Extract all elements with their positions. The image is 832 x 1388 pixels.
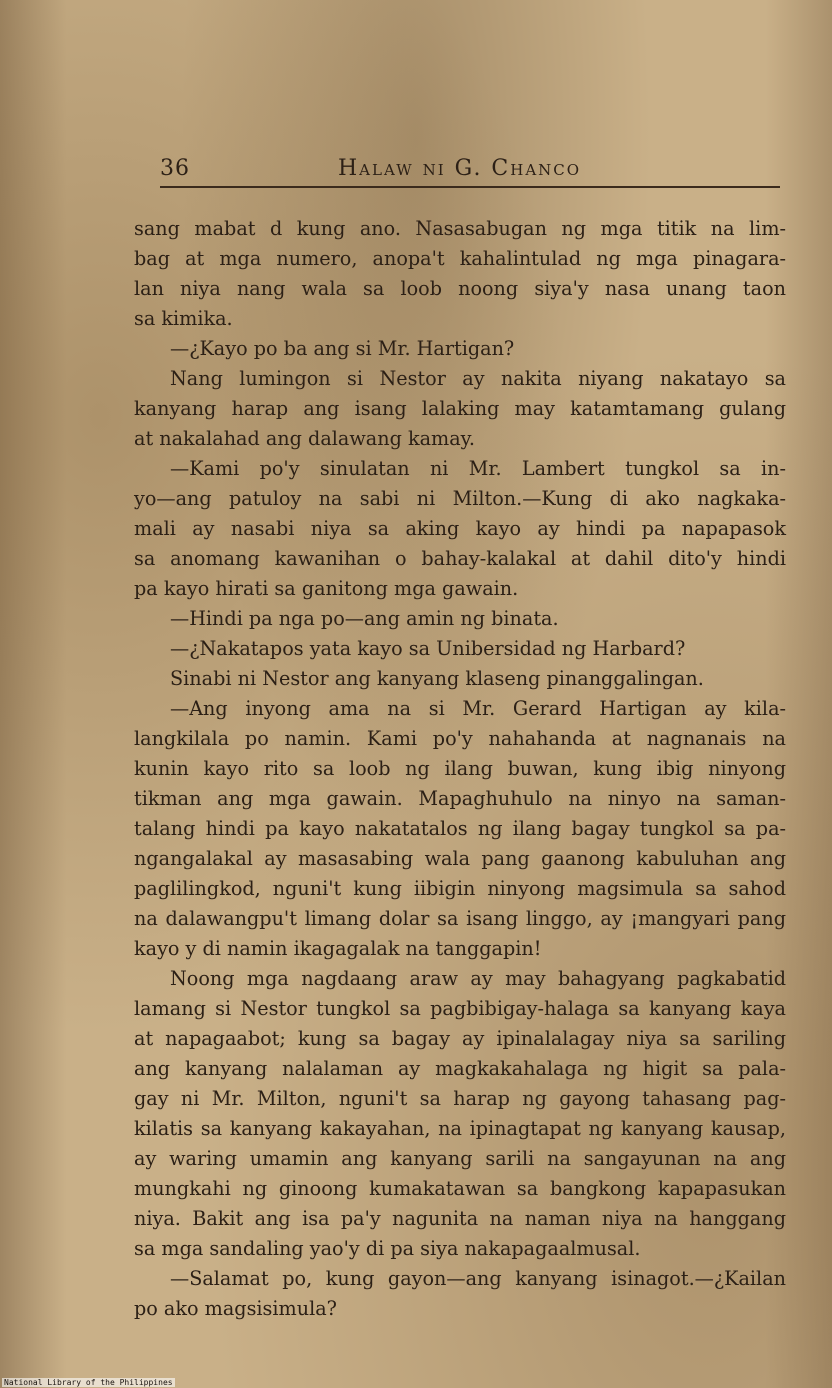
text-line: —Ang inyong ama na si Mr. Gerard Hartigan ay kila- xyxy=(170,697,786,720)
text-line: kayo y di namin ikagagalak na tanggapin! xyxy=(134,937,542,960)
text-line: —Salamat po, kung gayon—ang kanyang isinagot.—¿Kailan xyxy=(170,1267,786,1290)
text-line: lamang si Nestor tungkol sa pagbibigay-halaga sa kanyang kaya xyxy=(134,997,786,1020)
text-line: —Hindi pa nga po—ang amin ng binata. xyxy=(170,607,559,630)
text-line: paglilingkod, nguni't kung iibigin ninyong magsimula sa sahod xyxy=(134,877,786,900)
text-line: na dalawangpu't limang dolar sa isang linggo, ay ¡mangyari pang xyxy=(134,907,786,930)
header-rule xyxy=(160,186,780,188)
text-line: talang hindi pa kayo nakatatalos ng ilang bagay tungkol sa pa- xyxy=(134,817,786,840)
text-line: ngangalakal ay masasabing wala pang gaanong kabuluhan ang xyxy=(134,847,786,870)
text-line: kanyang harap ang isang lalaking may katamtamang gulang xyxy=(134,397,786,420)
text-line: gay ni Mr. Milton, nguni't sa harap ng gayong tahasang pag- xyxy=(134,1087,786,1110)
text-line: pa kayo hirati sa ganitong mga gawain. xyxy=(134,577,519,600)
text-line: ang kanyang nalalaman ay magkakahalaga ng higit sa pala- xyxy=(134,1057,786,1080)
text-line: langkilala po namin. Kami po'y nahahanda at nagnanais na xyxy=(134,727,786,750)
text-line: sa anomang kawanihan o bahay-kalakal at dahil dito'y hindi xyxy=(134,547,786,570)
text-line: —¿Nakatapos yata kayo sa Unibersidad ng Harbard? xyxy=(170,637,686,660)
text-line: Sinabi ni Nestor ang kanyang klaseng pinanggalingan. xyxy=(170,667,704,690)
text-line: mali ay nasabi niya sa aking kayo ay hindi pa napapasok xyxy=(134,517,786,540)
text-line: po ako magsisimula? xyxy=(134,1297,337,1320)
body-text xyxy=(134,214,786,1324)
library-credit: National Library of the Philippines xyxy=(4,1378,173,1387)
text-line: niya. Bakit ang isa pa'y nagunita na naman niya na hanggang xyxy=(134,1207,786,1230)
text-line: sang mabat d kung ano. Nasasabugan ng mga titik na lim- xyxy=(134,217,786,240)
text-line: kunin kayo rito sa loob ng ilang buwan, kung ibig ninyong xyxy=(134,757,786,780)
text-line: kilatis sa kanyang kakayahan, na ipinagtapat ng kanyang kausap, xyxy=(134,1117,786,1140)
text-line: —Kami po'y sinulatan ni Mr. Lambert tungkol sa in- xyxy=(170,457,786,480)
text-line: mungkahi ng ginoong kumakatawan sa bangkong kapapasukan xyxy=(134,1177,786,1200)
text-line: lan niya nang wala sa loob noong siya'y nasa unang taon xyxy=(134,277,786,300)
text-line: Noong mga nagdaang araw ay may bahagyang pagkabatid xyxy=(170,967,786,990)
text-line: at nakalahad ang dalawang kamay. xyxy=(134,427,476,450)
text-line: at napagaabot; kung sa bagay ay ipinalalagay niya sa sariling xyxy=(134,1027,786,1050)
text-line: bag at mga numero, anopa't kahalintulad ng mga pinagara- xyxy=(134,247,786,270)
running-title: Halaw ni G. Chanco xyxy=(338,156,582,181)
text-line: tikman ang mga gawain. Mapaghuhulo na ninyo na saman- xyxy=(134,787,786,810)
page-header xyxy=(160,156,780,188)
text-line: —¿Kayo po ba ang si Mr. Hartigan? xyxy=(170,337,515,360)
text-line: Nang lumingon si Nestor ay nakita niyang nakatayo sa xyxy=(170,367,786,390)
text-line: ay waring umamin ang kanyang sarili na sangayunan na ang xyxy=(134,1147,786,1170)
text-line: yo—ang patuloy na sabi ni Milton.—Kung di ako nagkaka- xyxy=(134,487,786,510)
text-line: sa kimika. xyxy=(134,307,233,330)
text-line: sa mga sandaling yao'y di pa siya nakapagaalmusal. xyxy=(134,1237,641,1260)
page-number: 36 xyxy=(160,156,190,181)
